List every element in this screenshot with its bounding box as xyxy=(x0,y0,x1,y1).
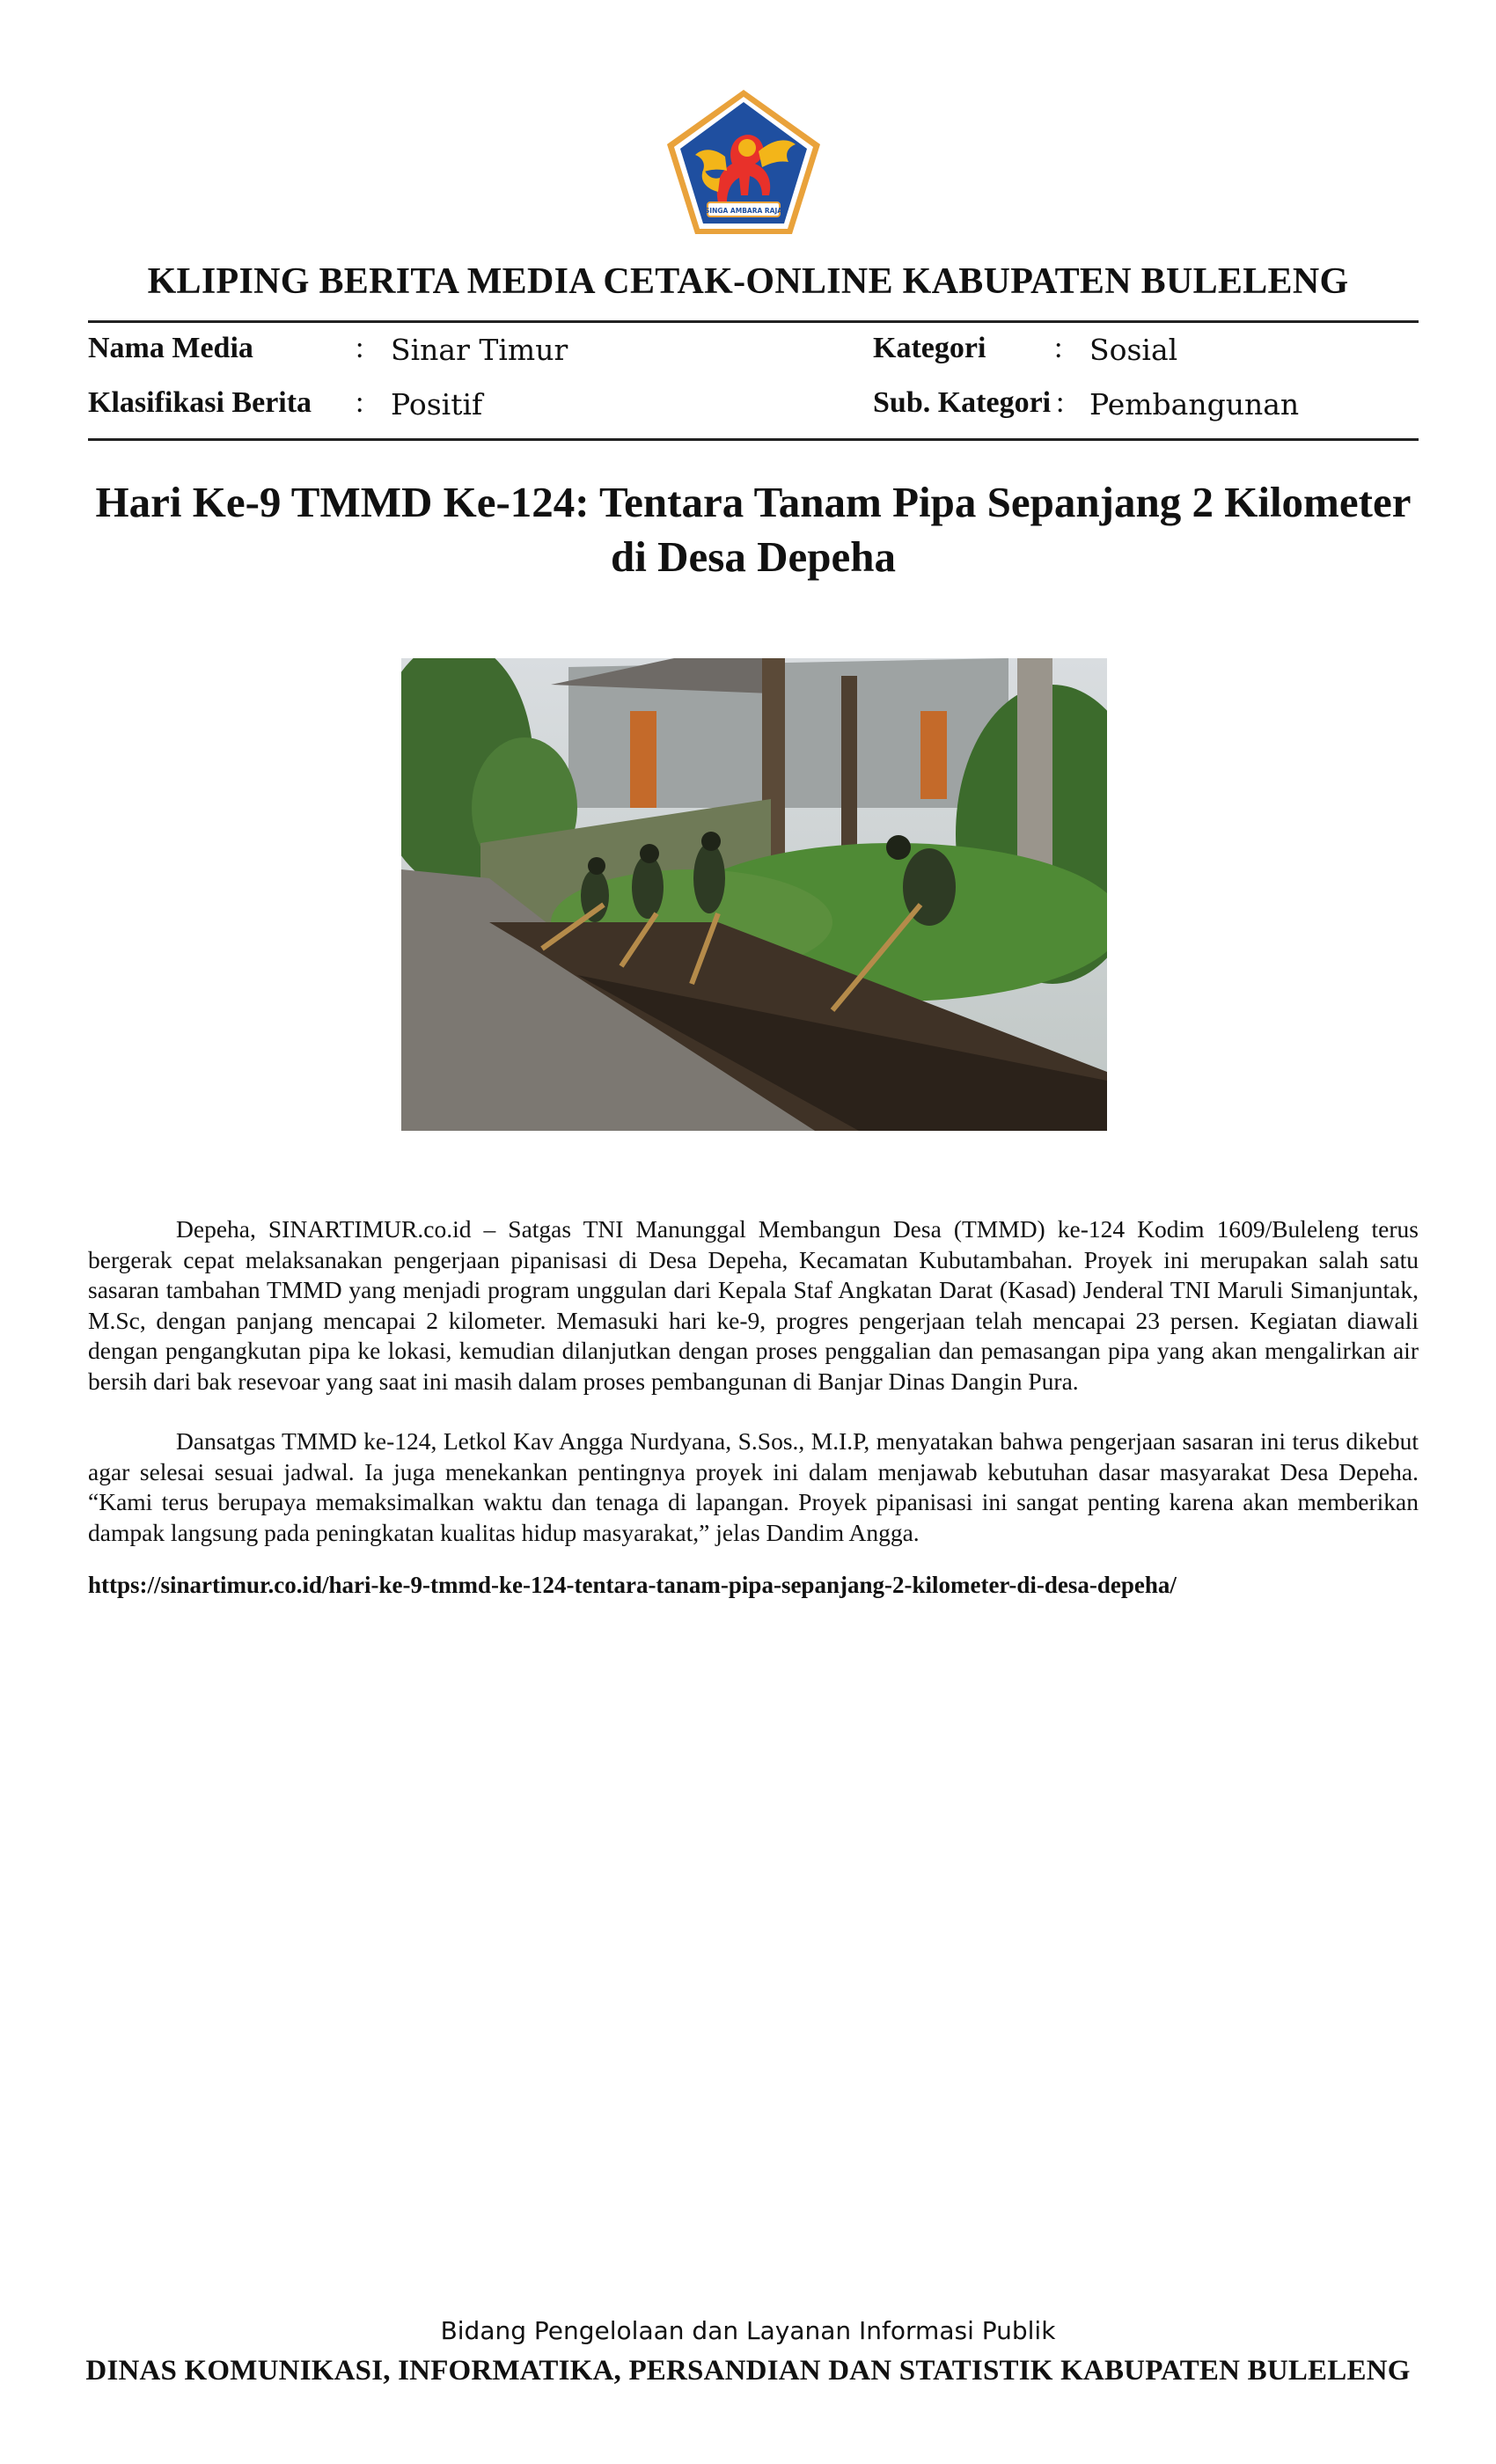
subkategori-value: Pembangunan xyxy=(1089,387,1300,422)
footer-subtitle: Bidang Pengelolaan dan Layanan Informasi Publik xyxy=(440,2316,1056,2345)
kategori-value: Sosial xyxy=(1089,333,1178,367)
kategori-label: Kategori xyxy=(873,332,986,364)
article-photo xyxy=(401,658,1107,1131)
headline-line-1: Hari Ke-9 TMMD Ke-124: Tentara Tanam Pipa Sepanjang 2 Kilometer xyxy=(95,478,1412,526)
klasifikasi-value: Positif xyxy=(391,387,483,422)
article-paragraph-2: Dansatgas TMMD ke-124, Letkol Kav Angga Nurdyana, S.Sos., M.I.P, menyatakan bahwa pengerjaan sasaran ini terus dikebut agar selesai sesuai jadwal. Ia juga menekankan pentingnya proyek ini dalam menjawab kebutuhan dasar masyarakat Desa Depeha. “Kami terus berupaya memaksimalkan waktu dan tenaga di lapangan. Proyek pipanisasi ini sangat penting karena akan memberikan dampak langsung pada peningkatan kualitas hidup masyarakat,” jelas Dandim Angga. xyxy=(88,1427,1419,1546)
header-bottom-rule xyxy=(88,438,1419,441)
article-body xyxy=(88,1214,1419,1578)
media-label: Nama Media xyxy=(88,332,253,364)
logo-motto: SINGA AMBARA RAJA xyxy=(704,207,783,215)
article-headline xyxy=(88,475,1419,584)
kategori-colon: : xyxy=(1054,332,1063,364)
klasifikasi-colon: : xyxy=(356,386,364,419)
buleleng-crest-icon xyxy=(664,86,824,238)
source-url-link[interactable]: https://sinartimur.co.id/hari-ke-9-tmmd-ke-124-tentara-tanam-pipa-sepanjang-2-kilometer-di-desa-depeha/ xyxy=(88,1572,1177,1598)
header-top-rule xyxy=(88,320,1419,323)
media-value: Sinar Timur xyxy=(391,333,568,367)
subkategori-colon: : xyxy=(1056,386,1065,419)
article-paragraph-1: Depeha, SINARTIMUR.co.id – Satgas TNI Manunggal Membangun Desa (TMMD) ke-124 Kodim 1609/Buleleng terus bergerak cepat melaksanakan pengerjaan pipanisasi di Desa Depeha, Kecamatan Kubutambahan. Proyek ini merupakan salah satu sasaran tambahan TMMD yang menjadi program unggulan dari Kepala Staf Angkatan Darat (Kasad) Jenderal TNI Maruli Simanjuntak, M.Sc, dengan panjang mencapai 2 kilometer. Memasuki hari ke-9, progres pengerjaan telah mencapai 23 persen. Kegiatan diawali dengan pengangkutan pipa ke lokasi, kemudian dilanjutkan dengan proses penggalian dan pemasangan pipa yang akan mengalirkan air bersih dari bak resevoar yang saat ini masih dalam proses pembangunan di Banjar Dinas Dangin Pura. xyxy=(88,1215,1419,1395)
media-colon: : xyxy=(356,332,364,364)
headline-line-2: di Desa Depeha xyxy=(611,532,896,581)
footer-title: DINAS KOMUNIKASI, INFORMATIKA, PERSANDIAN DAN STATISTIK KABUPATEN BULELENG xyxy=(85,2355,1411,2387)
subkategori-label: Sub. Kategori xyxy=(873,386,1052,419)
clipping-header-title: KLIPING BERITA MEDIA CETAK-ONLINE KABUPATEN BULELENG xyxy=(147,261,1349,302)
klasifikasi-label: Klasifikasi Berita xyxy=(88,386,312,419)
